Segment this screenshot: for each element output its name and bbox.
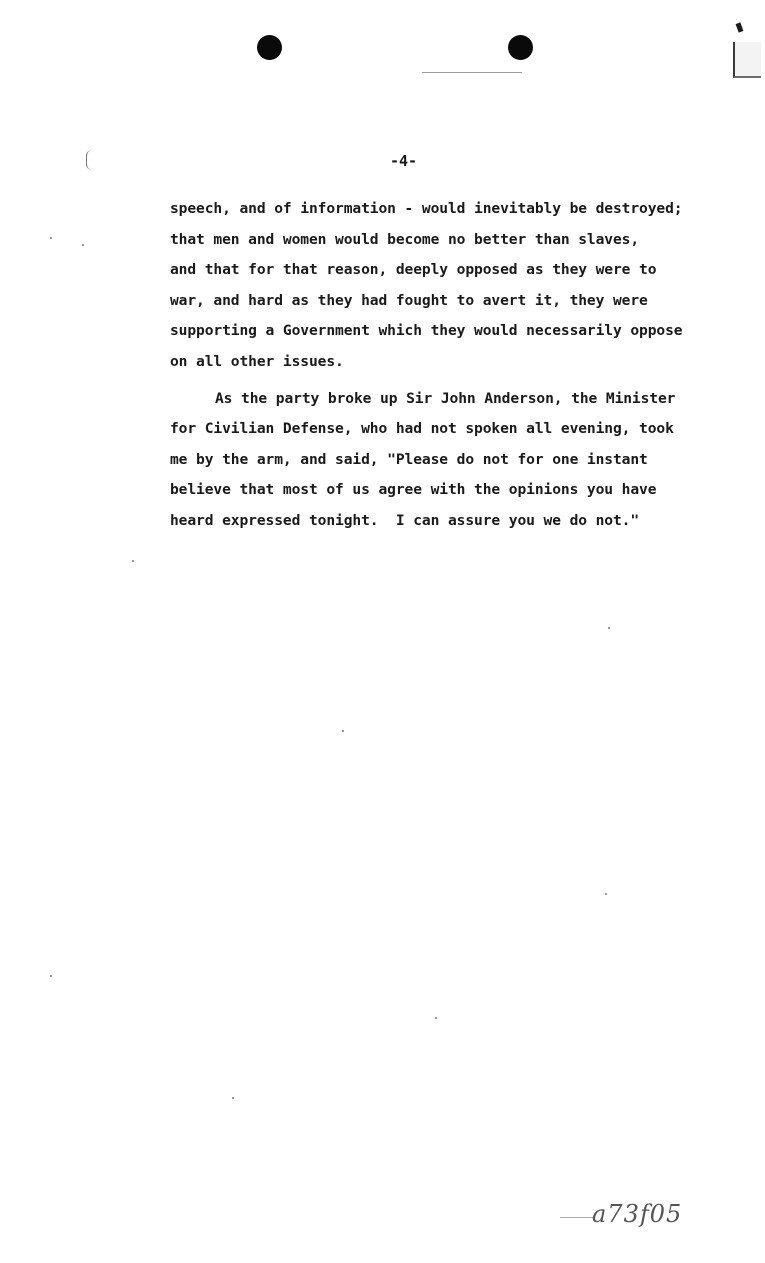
scan-rule-mark (422, 72, 522, 73)
scan-edge-strip (733, 42, 761, 78)
scan-speck (50, 975, 52, 977)
text-line: for Civilian Defense, who had not spoken all evening, took (170, 420, 674, 438)
text-line: supporting a Government which they would necessarily oppose (170, 322, 683, 340)
scan-speck (342, 730, 344, 732)
text-line: believe that most of us agree with the opinions you have (170, 481, 657, 499)
text-line: heard expressed tonight. I can assure you we do not." (170, 511, 640, 529)
handwritten-annotation: a73f05 (592, 1200, 683, 1228)
text-line: war, and hard as they had fought to avert it, they were (170, 291, 648, 309)
paragraph-1 (170, 194, 730, 378)
body-text (170, 194, 730, 537)
scan-speck (605, 893, 607, 895)
text-line: that men and women would become no better than slaves, (170, 230, 640, 248)
page-number: -4- (389, 152, 418, 170)
text-line: on all other issues. (170, 352, 344, 370)
scan-speck (50, 237, 52, 239)
text-line: speech, and of information - would inevitably be destroyed; (170, 200, 683, 217)
text-line: me by the arm, and said, "Please do not for one instant (170, 450, 648, 468)
scan-speck (82, 244, 84, 246)
punch-hole-right (508, 35, 533, 60)
scan-speck (608, 627, 610, 629)
text-line: and that for that reason, deeply opposed as they were to (170, 261, 657, 279)
paragraph-2 (170, 384, 730, 537)
scan-edge-mark (736, 22, 744, 32)
handwritten-underline (560, 1217, 594, 1218)
scan-speck (232, 1097, 234, 1099)
text-line: As the party broke up Sir John Anderson, the Minister (215, 389, 676, 407)
scan-speck (132, 560, 134, 562)
scan-speck (435, 1017, 437, 1019)
punch-hole-left (257, 35, 282, 60)
